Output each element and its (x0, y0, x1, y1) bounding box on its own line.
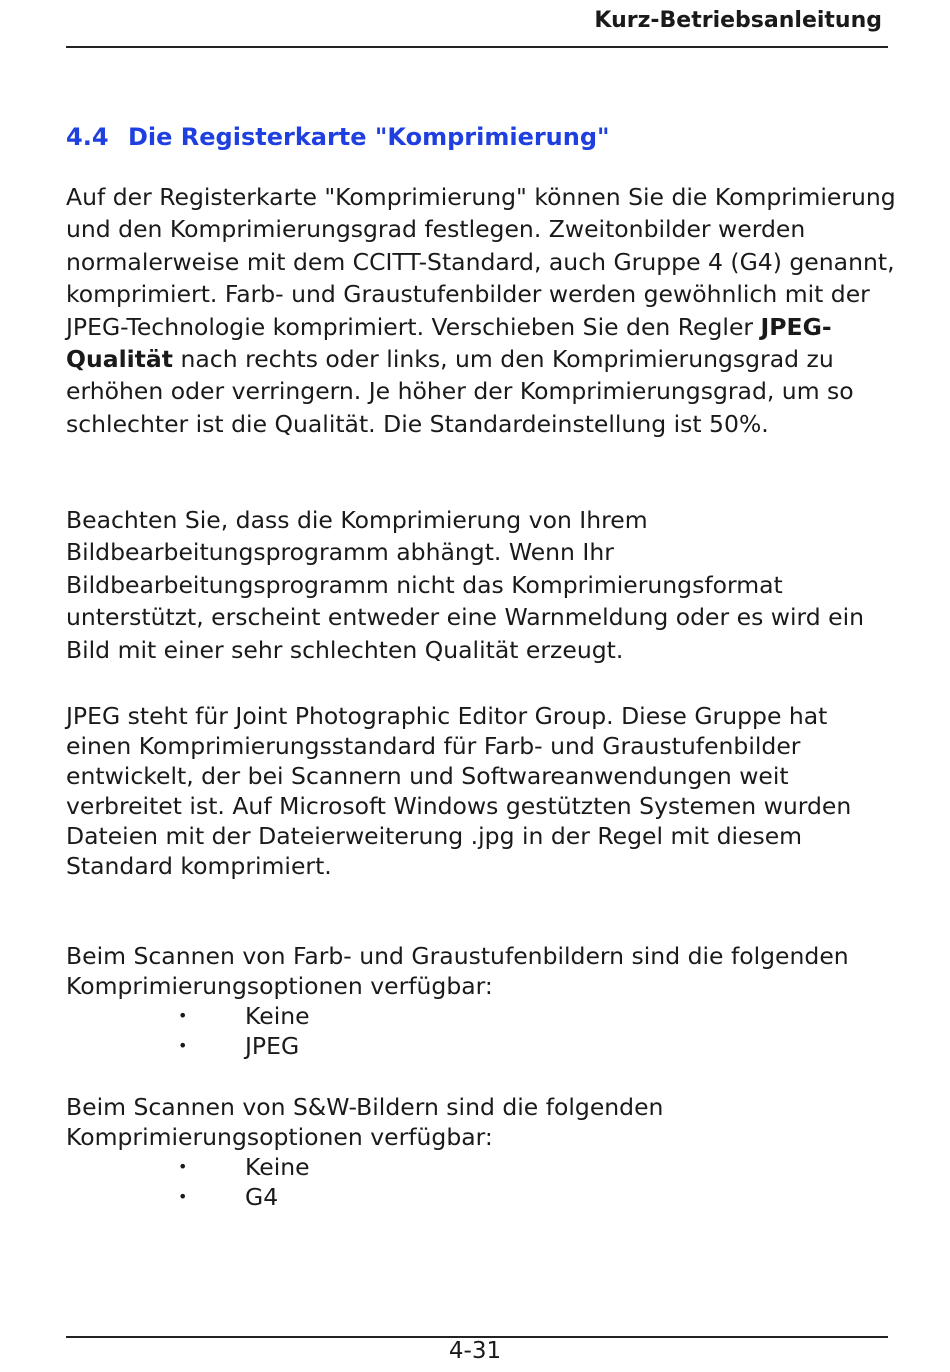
list-item-label: Keine (245, 1153, 310, 1181)
paragraph-text: Auf der Registerkarte "Komprimierung" können Sie die Komprimierung und den Komprimierungsgrad festlegen. Zweitonbilder werden normalerweise mit dem CCITT-Standard, auch Gruppe 4 (G4) genannt, komprimiert. Farb- und Graustufenbilder werden gewöhnlich mit der JPEG-Technologie komprimiert. Verschieben Sie den Regler (66, 183, 896, 341)
page-number: 4-31 (448, 1338, 502, 1364)
paragraph-text: nach rechts oder links, um den Komprimierungsgrad zu erhöhen oder verringern. Je höher der Komprimierungsgrad, um so schlechter ist die Qualität. Die Standardeinstellung ist 50%. (66, 345, 854, 438)
bullet-icon: • (178, 1006, 188, 1025)
paragraph-bw-options-intro: Beim Scannen von S&W-Bildern sind die folgenden Komprimierungsoptionen verfügbar: (66, 1093, 664, 1151)
bullet-icon: • (178, 1036, 188, 1055)
paragraph-program-dependency: Beachten Sie, dass die Komprimierung von Ihrem Bildbearbeitungsprogramm abhängt. Wenn Ihr Bildbearbeitungsprogramm nicht das Komprimierungsformat unterstützt, erscheint entweder eine Warnmeldung oder es wird ein Bild mit einer sehr schlechten Qualität erzeugt. (66, 506, 865, 664)
jpeg-quality-term: JPEG-Qualität (66, 312, 832, 374)
paragraph-color-options-intro: Beim Scannen von Farb- und Graustufenbildern sind die folgenden Komprimierungsoptionen verfügbar: (66, 942, 849, 1000)
bullet-icon: • (178, 1157, 188, 1176)
list-item (66, 1001, 310, 1031)
list-item-label: Keine (245, 1002, 310, 1030)
list-item (66, 1182, 310, 1212)
section-title (66, 123, 610, 151)
bw-options-list (66, 1152, 310, 1212)
paragraph-jpeg-definition: JPEG steht für Joint Photographic Editor Group. Diese Gruppe hat einen Komprimierungsstandard für Farb- und Graustufenbilder entwickelt, der bei Scannern und Softwareanwendungen weit verbreitet ist. Auf Microsoft Windows gestützten Systemen wurden Dateien mit der Dateierweiterung .jpg in der Regel mit diesem Standard komprimiert. (66, 702, 852, 880)
list-item-label: G4 (245, 1183, 279, 1211)
color-options-list (66, 1001, 310, 1061)
bullet-icon: • (178, 1187, 188, 1206)
section-number: 4.4 (66, 123, 109, 151)
list-item (66, 1031, 310, 1061)
list-item (66, 1152, 310, 1182)
running-header: Kurz-Betriebsanleitung (594, 8, 882, 33)
section-title-text: Die Registerkarte "Komprimierung" (128, 123, 610, 151)
header-rule (66, 46, 888, 48)
list-item-label: JPEG (245, 1032, 300, 1060)
paragraph-compression-intro (66, 181, 896, 440)
